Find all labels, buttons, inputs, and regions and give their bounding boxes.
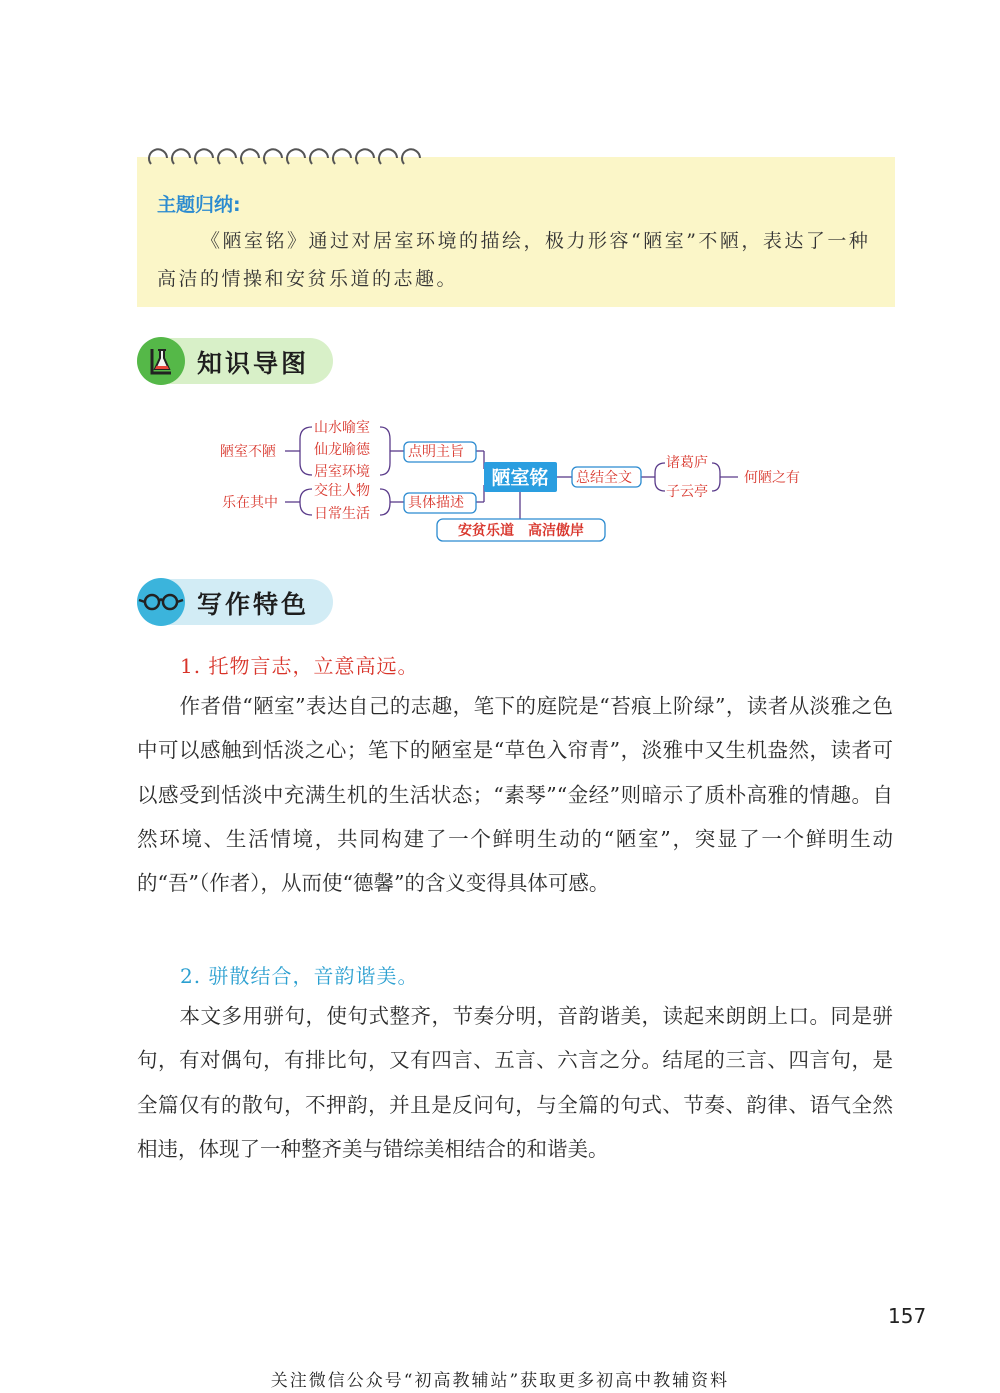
feature-paragraph: 本文多用骈句，使句式整齐，节奏分明，音韵谐美，读起来朗朗上口。同是骈句，有对偶句，有排比句，又有四言、五言、六言之分。结尾的三言、四言句，是全篇仅有的散句，不押韵，并且是反问句，与全篇的句式、节奏、韵律、语气全然相违，体现了一种整齐美与错综美相结合的和谐美。	[137, 1004, 893, 1161]
mm-left-top-label: 陋室不陋	[220, 444, 276, 460]
mm-right-box: 总结全文	[576, 470, 632, 486]
mm-bottom-box: 安贫乐道 高洁傲岸	[458, 523, 584, 539]
feature-paragraph: 作者借“陋室”表达自己的志趣，笔下的庭院是“苔痕上阶绿”，读者从淡雅之色中可以感触到恬淡之心；笔下的陋室是“草色入帘青”，淡雅中又生机盎然，读者可以感受到恬淡中充满生机的生活状态；“素琴”“金经”则暗示了质朴高雅的情趣。自然环境、生活情境，共同构建了一个鲜明生动的“陋室”，突显了一个鲜明生动的“吾”（作者），从而使“德馨”的含义变得具体可感。	[137, 694, 893, 896]
mm-right-item: 诸葛庐	[666, 455, 708, 471]
mm-left-bottom-item: 日常生活	[314, 506, 370, 522]
summary-title: 主题归纳:	[157, 194, 241, 216]
mm-right-item: 子云亭	[666, 484, 708, 500]
notebook-rings-icon	[143, 144, 423, 174]
flask-icon	[137, 337, 185, 385]
mind-map	[200, 415, 840, 555]
page-number: 157	[888, 1304, 927, 1328]
mm-right-label: 何陋之有	[744, 470, 800, 486]
mm-left-bottom-item: 交往人物	[314, 483, 370, 499]
mm-left-top-item: 山水喻室	[314, 420, 370, 436]
feature-title: 2. 骈散结合，音韵谐美。	[180, 964, 419, 988]
mm-left-bottom-label: 乐在其中	[222, 495, 278, 511]
mm-center: 陋室铭	[491, 467, 549, 489]
mm-left-top-box: 点明主旨	[408, 444, 464, 460]
feature-title: 1. 托物言志，立意高远。	[180, 654, 419, 678]
summary-text: 《陋室铭》通过对居室环境的描绘，极力形容“陋室”不陋，表达了一种高洁的情操和安贫乐道的志趣。	[157, 230, 871, 290]
footer-note: 关注微信公众号“初高教辅站”获取更多初高中教辅资料	[270, 1371, 730, 1391]
glasses-icon	[137, 578, 185, 626]
section-title: 知识导图	[197, 349, 310, 378]
mm-left-top-item: 仙龙喻德	[314, 442, 370, 458]
mm-left-top-item: 居室环境	[314, 464, 370, 480]
section-title: 写作特色	[197, 590, 310, 619]
section-header-knowledge-map	[137, 338, 333, 384]
section-header-writing-features	[137, 579, 333, 625]
mm-left-bottom-box: 具体描述	[408, 495, 464, 511]
